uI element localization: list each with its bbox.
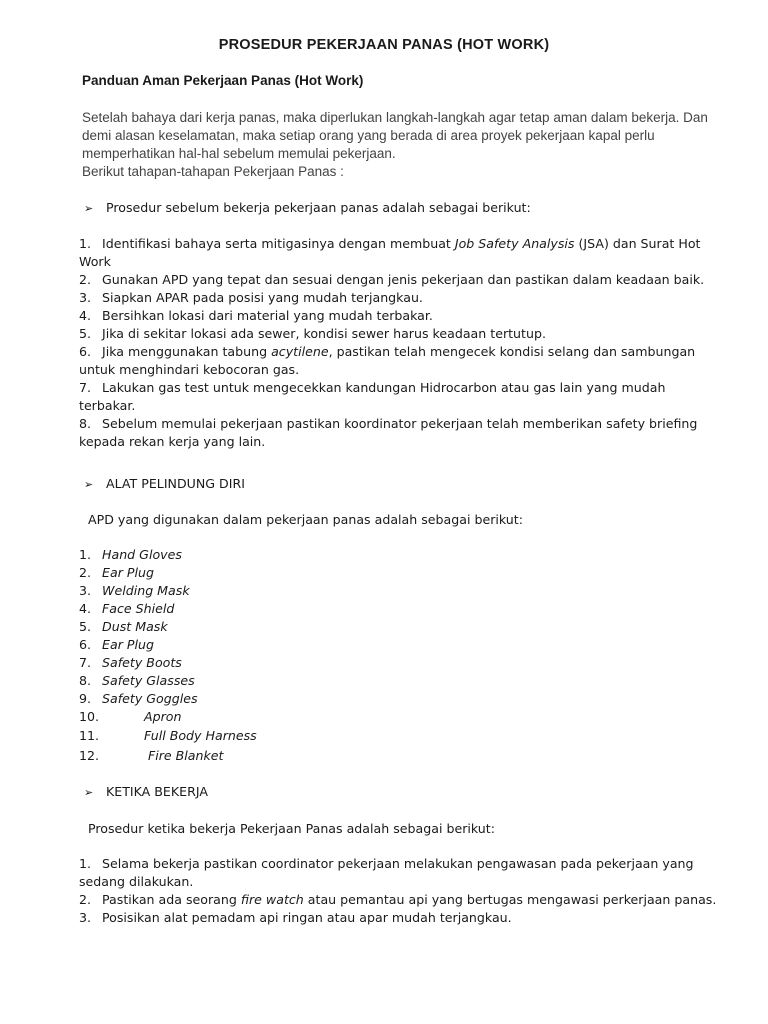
arrow-bullet-icon: ➢ [84,786,94,799]
section3-lead: Prosedur ketika bekerja Pekerjaan Panas adalah sebagai berikut: [88,821,495,836]
list-text: Siapkan APAR pada posisi yang mudah terjangkau. [102,290,423,305]
list-item [79,708,759,726]
list-text: Jika menggunakan tabung [102,344,272,359]
list-text: Pastikan ada seorang [102,892,241,907]
list-item-continuation: sedang dilakukan. [79,874,194,889]
list-text: , pastikan telah mengecek kondisi selang dan sambungan [328,344,696,359]
list-text: Safety Boots [102,655,182,670]
list-item [79,415,759,433]
list-number: 8. [79,673,92,688]
list-item [79,325,759,343]
list-number: 4. [79,308,92,323]
intro-line: Setelah bahaya dari kerja panas, maka diperlukan langkah-langkah agar tetap aman dalam bekerja. Dan [82,110,708,125]
list-item [79,546,759,564]
list-text: Safety Goggles [102,691,198,706]
list-text: Safety Glasses [102,673,195,688]
intro-line: Berikut tahapan-tahapan Pekerjaan Panas : [82,164,344,179]
list-text: Face Shield [102,601,175,616]
list-item [79,564,759,582]
apd-list [79,546,759,765]
list-text: Bersihkan lokasi dari material yang mudah terbakar. [102,308,433,323]
list-text: Full Body Harness [144,728,257,743]
section-heading-text: KETIKA BEKERJA [106,784,208,799]
page-title: PROSEDUR PEKERJAAN PANAS (HOT WORK) [218,37,550,53]
page-subtitle: Panduan Aman Pekerjaan Panas (Hot Work) [82,73,364,88]
list-text: Apron [144,709,182,724]
list-text: Dust Mask [102,619,168,634]
list-text: atau pemantau api yang bertugas mengawasi perkerjaan panas. [303,892,717,907]
list-item [79,727,759,745]
section-heading-apd [84,475,245,494]
list-number: 2. [79,565,92,580]
intro-paragraph [82,109,752,181]
list-text: Ear Plug [102,565,154,580]
list-item-continuation: Work [79,254,111,269]
list-number: 5. [79,619,92,634]
list-text: Lakukan gas test untuk mengecekkan kandungan Hidrocarbon atau gas lain yang mudah [102,380,666,395]
list-item [79,618,759,636]
list-item-continuation: untuk menghindari kebocoran gas. [79,362,300,377]
list-item [79,582,759,600]
list-number: 3. [79,290,92,305]
list-number: 6. [79,637,92,652]
list-number: 6. [79,344,92,359]
list-emphasis: fire watch [240,892,304,907]
list-number: 3. [79,583,92,598]
list-number: 4. [79,601,92,616]
list-text: Ear Plug [102,637,154,652]
list-item [79,343,759,361]
list-number: 7. [79,655,92,670]
list-item [79,690,759,708]
section-heading-text: ALAT PELINDUNG DIRI [106,476,245,491]
list-item [79,289,759,307]
list-text: Welding Mask [102,583,190,598]
list-item [79,379,759,397]
list-number: 2. [79,892,92,907]
list-number: 12. [79,748,100,763]
list-item-continuation: terbakar. [79,398,136,413]
list-item [79,600,759,618]
list-number: 7. [79,380,92,395]
list-item [79,636,759,654]
section1-list [79,235,759,451]
list-item [79,855,759,873]
list-number: 1. [79,547,92,562]
list-number: 8. [79,416,92,431]
list-number: 10. [79,709,100,724]
section-heading-text: Prosedur sebelum bekerja pekerjaan panas adalah sebagai berikut: [106,200,531,215]
list-text: Selama bekerja pastikan coordinator pekerjaan melakukan pengawasan pada pekerjaan yang [102,856,694,871]
intro-line: memperhatikan hal-hal sebelum memulai pekerjaan. [82,146,396,161]
list-text: (JSA) dan Surat Hot [574,236,701,251]
list-number: 11. [79,728,100,743]
list-number: 1. [79,236,92,251]
intro-line: demi alasan keselamatan, maka setiap orang yang berada di area proyek pekerjaan kapal perlu [82,128,655,143]
list-text: Gunakan APD yang tepat dan sesuai dengan jenis pekerjaan dan pastikan dalam keadaan baik. [102,272,705,287]
list-number: 9. [79,691,92,706]
list-number: 1. [79,856,92,871]
list-text: Jika di sekitar lokasi ada sewer, kondisi sewer harus keadaan tertutup. [102,326,546,341]
list-text: Posisikan alat pemadam api ringan atau apar mudah terjangkau. [102,910,512,925]
section-heading-ketika-bekerja [84,783,208,802]
list-text: Hand Gloves [102,547,182,562]
section3-list [79,855,759,927]
list-number: 2. [79,272,92,287]
list-emphasis: Job Safety Analysis [454,236,575,251]
section2-lead: APD yang digunakan dalam pekerjaan panas adalah sebagai berikut: [88,512,523,527]
list-item [79,654,759,672]
list-text: Fire Blanket [148,748,224,763]
arrow-bullet-icon: ➢ [84,202,94,215]
list-item [79,672,759,690]
list-item [79,235,759,253]
list-text: Sebelum memulai pekerjaan pastikan koordinator pekerjaan telah memberikan safety briefing [102,416,698,431]
list-number: 3. [79,910,92,925]
list-text: Identifikasi bahaya serta mitigasinya dengan membuat [102,236,455,251]
list-item [79,747,759,765]
list-item [79,891,759,909]
list-emphasis: acytilene [271,344,329,359]
list-item [79,909,759,927]
list-item [79,307,759,325]
list-item-continuation: kepada rekan kerja yang lain. [79,434,266,449]
list-item [79,271,759,289]
arrow-bullet-icon: ➢ [84,478,94,491]
list-number: 5. [79,326,92,341]
section-heading-prosedur-sebelum [84,199,531,218]
